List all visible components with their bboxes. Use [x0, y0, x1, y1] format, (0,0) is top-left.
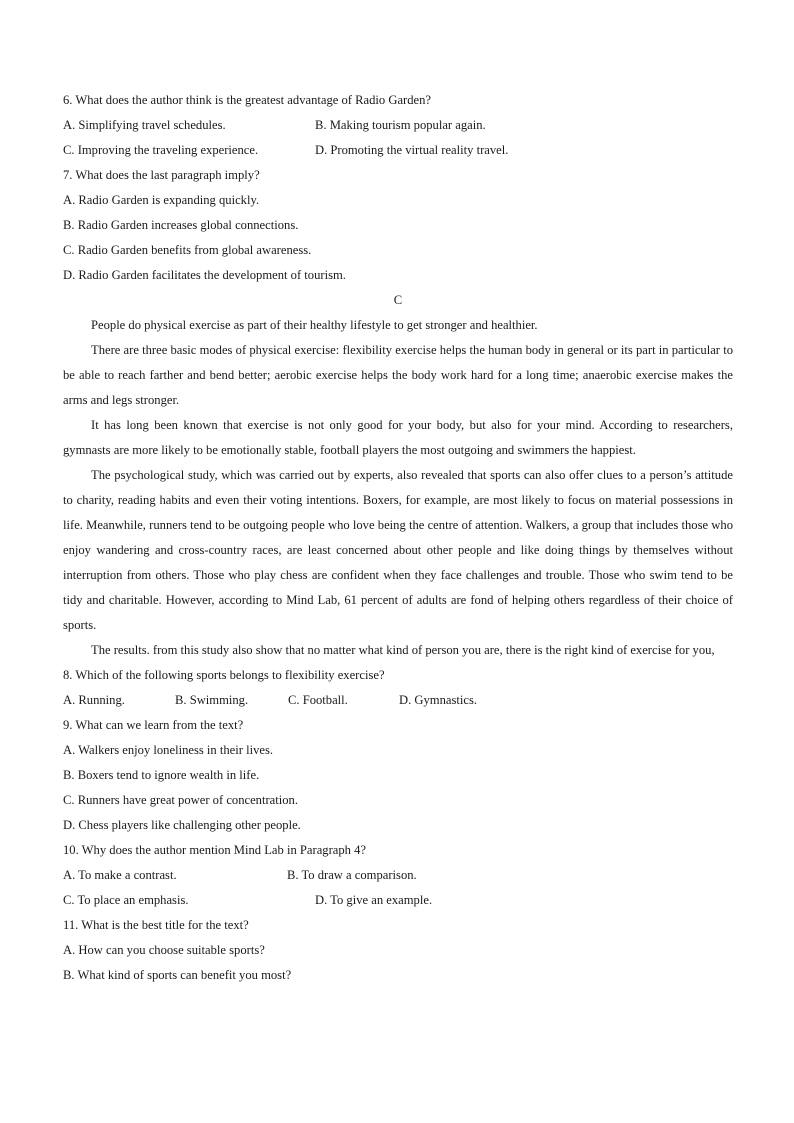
- q9-option-a: A. Walkers enjoy loneliness in their lives.: [63, 743, 274, 757]
- q10-option-d: D. To give an example.: [315, 893, 433, 907]
- q8-option-a: A. Running.: [63, 693, 125, 707]
- q9-option-d: D. Chess players like challenging other people.: [63, 818, 301, 832]
- passage-paragraph-4: The psychological study, which was carried out by experts, also revealed that sports can also offer clues to a person’s attitude to charity, reading habits and even their voting intentions. Boxers, for example, are most likely to focus on material possessions in life. Meanwhile, runners tend to be outgoing people who love being the centre of attention. Walkers, a group that includes those who enjoy wandering and cross-country races, are least concerned about other people and like doing things by themselves without interruption from others. Those who play chess are confident when they face challenges and trouble. Those who swim tend to be tidy and charitable. However, according to Mind Lab, 61 percent of adults are fond of helping others regardless of their choice of sports.: [63, 468, 733, 632]
- question-8-options: [63, 688, 733, 713]
- q7-option-c: C. Radio Garden benefits from global awareness.: [63, 243, 312, 257]
- q8-option-b: B. Swimming.: [175, 693, 249, 707]
- q11-option-a: A. How can you choose suitable sports?: [63, 943, 265, 957]
- q6-option-c: C. Improving the traveling experience.: [63, 143, 259, 157]
- question-6-options-row-1: [63, 113, 733, 138]
- q7-option-a: A. Radio Garden is expanding quickly.: [63, 193, 260, 207]
- q10-option-c: C. To place an emphasis.: [63, 893, 189, 907]
- q11-option-b: B. What kind of sports can benefit you most?: [63, 968, 292, 982]
- passage-heading: C: [393, 293, 403, 307]
- passage-paragraph-1: People do physical exercise as part of their healthy lifestyle to get stronger and healthier.: [91, 318, 538, 332]
- question-9-stem: 9. What can we learn from the text?: [63, 718, 244, 732]
- q6-option-d: D. Promoting the virtual reality travel.: [315, 143, 509, 157]
- question-10-stem: 10. Why does the author mention Mind Lab in Paragraph 4?: [63, 843, 367, 857]
- q7-option-d: D. Radio Garden facilitates the development of tourism.: [63, 268, 346, 282]
- q10-option-b: B. To draw a comparison.: [287, 868, 417, 882]
- question-8-stem: 8. Which of the following sports belongs to flexibility exercise?: [63, 668, 385, 682]
- question-11-stem: 11. What is the best title for the text?: [63, 918, 249, 932]
- passage-paragraph-5: The results. from this study also show that no matter what kind of person you are, there is the right kind of exercise for you,: [91, 643, 715, 657]
- q10-option-a: A. To make a contrast.: [63, 868, 177, 882]
- q9-option-b: B. Boxers tend to ignore wealth in life.: [63, 768, 260, 782]
- q8-option-c: C. Football.: [288, 693, 348, 707]
- q9-option-c: C. Runners have great power of concentration.: [63, 793, 299, 807]
- q8-option-d: D. Gymnastics.: [399, 693, 478, 707]
- question-7-stem: 7. What does the last paragraph imply?: [63, 168, 260, 182]
- exam-page: [63, 88, 733, 988]
- passage-paragraph-3: It has long been known that exercise is not only good for your body, but also for your mind. According to researchers, gymnasts are more likely to be emotionally stable, football players the most outgoing and swimmers the happiest.: [63, 418, 733, 457]
- question-10-options-row-1: [63, 863, 733, 888]
- question-6-options-row-2: [63, 138, 733, 163]
- q7-option-b: B. Radio Garden increases global connections.: [63, 218, 299, 232]
- q6-option-b: B. Making tourism popular again.: [315, 118, 486, 132]
- question-6-stem: 6. What does the author think is the greatest advantage of Radio Garden?: [63, 93, 432, 107]
- q6-option-a: A. Simplifying travel schedules.: [63, 118, 226, 132]
- question-10-options-row-2: [63, 888, 733, 913]
- passage-paragraph-2: There are three basic modes of physical exercise: flexibility exercise helps the human body in general or its part in particular to be able to reach farther and bend better; aerobic exercise helps the body work hard for a long time; anaerobic exercise makes the arms and legs stronger.: [63, 343, 733, 407]
